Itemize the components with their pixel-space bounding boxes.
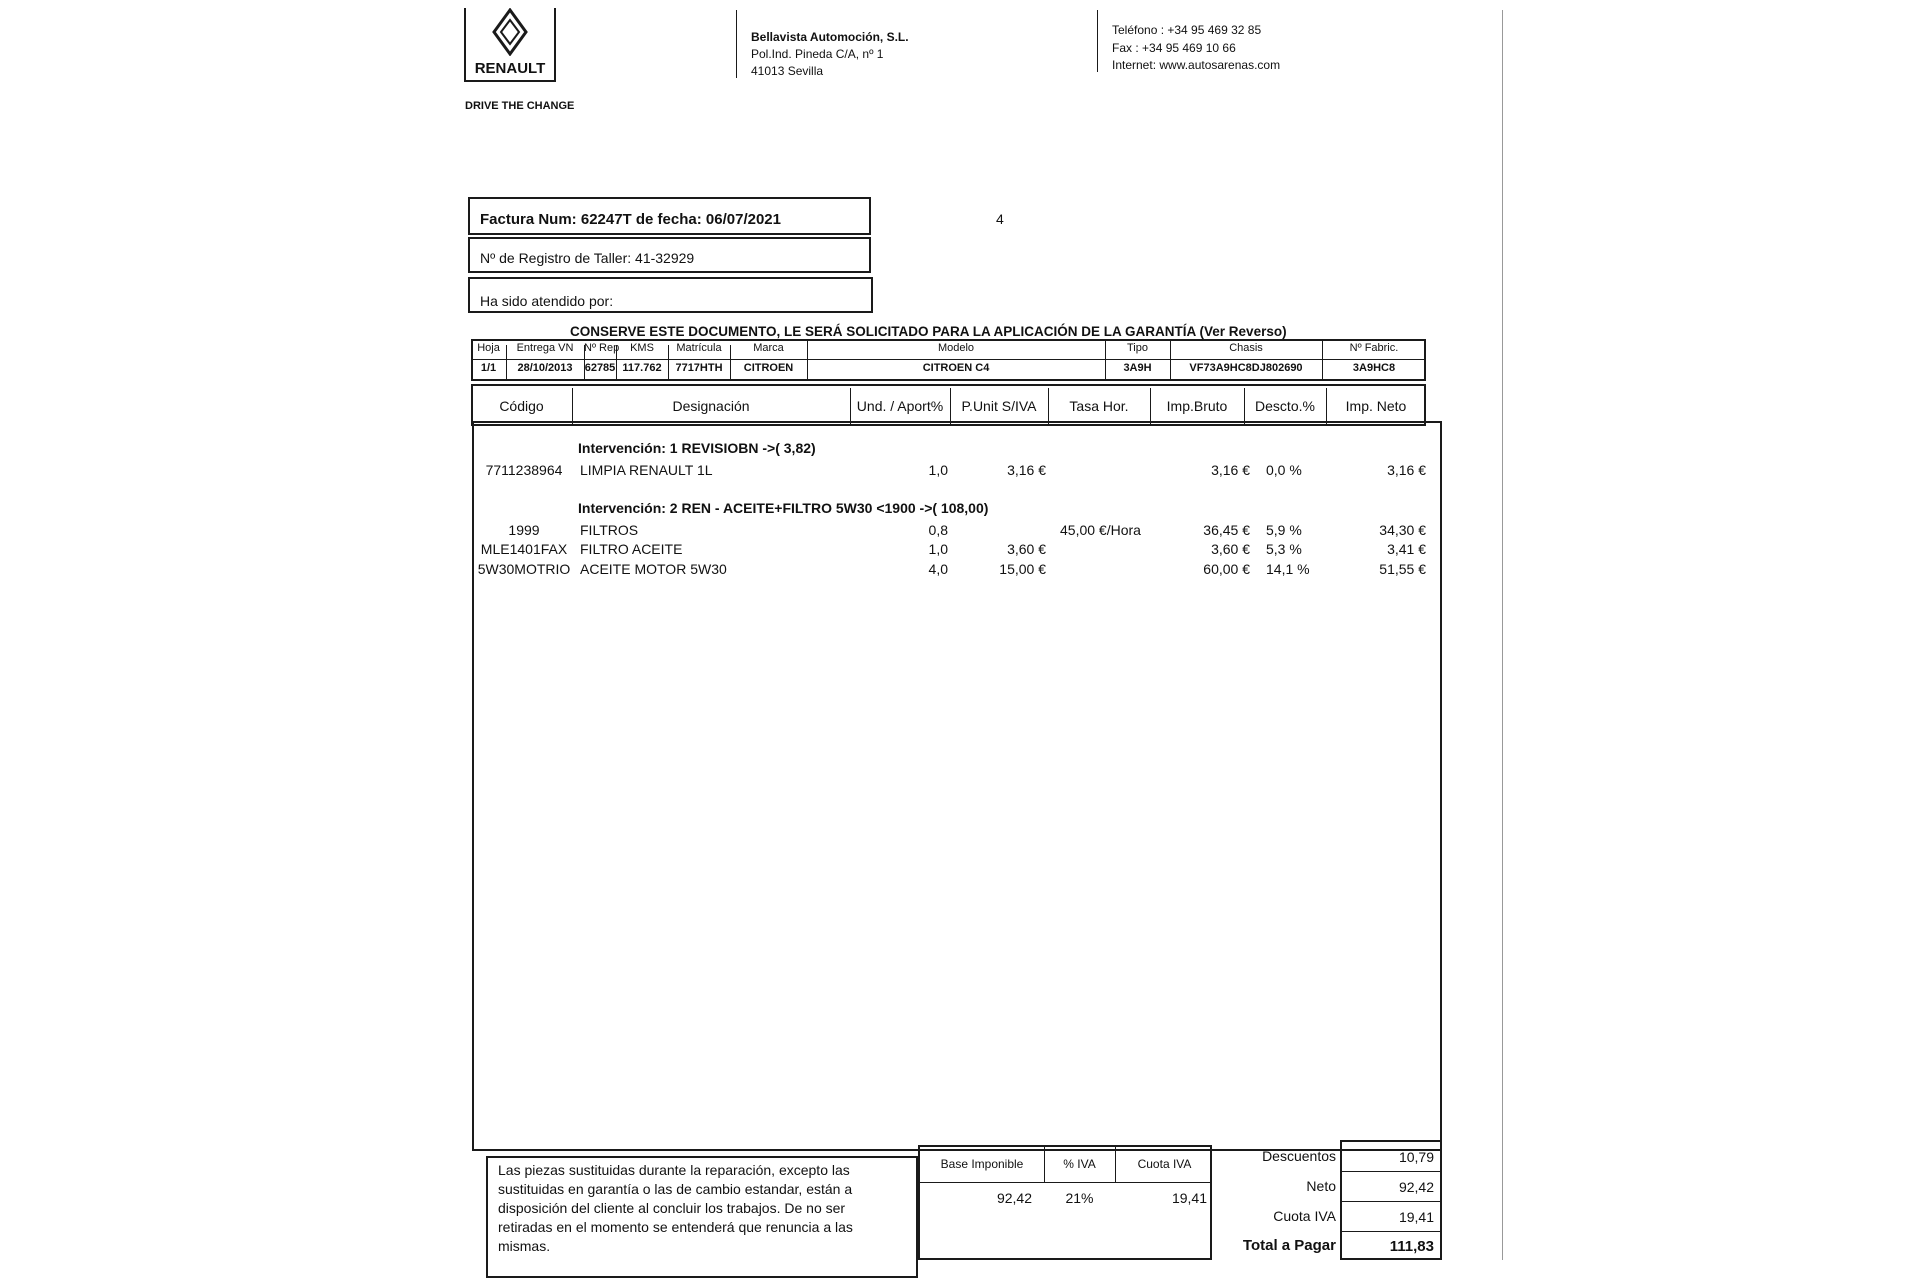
company-address-line2: 41013 Sevilla xyxy=(751,64,824,78)
table-row xyxy=(0,462,1920,480)
tax-header-base: Base Imponible xyxy=(940,1157,1024,1171)
legal-line-5: mismas. xyxy=(498,1238,551,1254)
cell-unit: 3,60 € xyxy=(1007,541,1046,557)
cell-disc: 5,3 % xyxy=(1266,541,1302,557)
vehicle-header-1: Entrega VN xyxy=(516,342,574,354)
column-header-1: Designación xyxy=(672,398,750,414)
cell-desc: FILTROS xyxy=(580,522,639,538)
cell-gross: 3,60 € xyxy=(1211,541,1250,557)
cell-qty: 0,8 xyxy=(928,522,948,538)
vehicle-value-5: CITROEN xyxy=(743,362,794,374)
cell-disc: 5,9 % xyxy=(1266,522,1302,538)
cell-gross: 36,45 € xyxy=(1203,522,1250,538)
cell-net: 3,41 € xyxy=(1387,541,1426,557)
total-label-net: Neto xyxy=(1306,1178,1336,1194)
legal-line-4: retiradas en el momento se entenderá que renuncia a las xyxy=(498,1219,853,1235)
total-value-vat: 19,41 xyxy=(1398,1209,1434,1225)
company-website: Internet: www.autosarenas.com xyxy=(1112,58,1281,72)
company-name: Bellavista Automoción, S.L. xyxy=(751,30,909,44)
invoice-title: Factura Num: 62247T de fecha: 06/07/2021 xyxy=(480,211,781,228)
vehicle-value-1: 28/10/2013 xyxy=(517,362,573,374)
vehicle-header-5: Marca xyxy=(753,342,784,354)
company-fax: Fax : +34 95 469 10 66 xyxy=(1112,41,1236,55)
company-address-line1: Pol.Ind. Pineda C/A, nº 1 xyxy=(751,47,884,61)
registry-box xyxy=(468,237,871,273)
column-header-5: Imp.Bruto xyxy=(1166,398,1228,414)
vehicle-header-4: Matrícula xyxy=(676,342,722,354)
table-row xyxy=(0,522,1920,540)
slogan: DRIVE THE CHANGE xyxy=(465,100,575,112)
vehicle-value-8: VF73A9HC8DJ802690 xyxy=(1189,362,1303,374)
vehicle-value-2: 62785 xyxy=(584,362,616,374)
legal-line-2: sustituidas en garantía o las de cambio estandar, están a xyxy=(498,1181,853,1197)
vehicle-header-3: KMS xyxy=(630,342,654,354)
intervention-title: Intervención: 2 REN - ACEITE+FILTRO 5W30 <1900 ->( 108,00) xyxy=(578,500,989,516)
tax-header-quota: Cuota IVA xyxy=(1137,1157,1192,1171)
cell-desc: LIMPIA RENAULT 1L xyxy=(580,462,713,478)
tax-value-base: 92,42 xyxy=(996,1190,1032,1206)
renault-diamond-icon xyxy=(466,8,554,56)
cell-net: 3,16 € xyxy=(1387,462,1426,478)
cell-qty: 1,0 xyxy=(928,541,948,557)
vehicle-header-7: Tipo xyxy=(1127,342,1148,354)
cell-code: MLE1401FAX xyxy=(480,541,568,557)
column-header-7: Imp. Neto xyxy=(1345,398,1407,414)
cell-unit: 3,16 € xyxy=(1007,462,1046,478)
column-header-0: Código xyxy=(499,398,544,414)
intervention-title: Intervención: 1 REVISIOBN ->( 3,82) xyxy=(578,440,816,456)
tax-value-rate: 21% xyxy=(1065,1190,1094,1206)
total-label-discounts: Descuentos xyxy=(1262,1148,1336,1164)
attended-by: Ha sido atendido por: xyxy=(480,293,614,309)
warranty-notice: CONSERVE ESTE DOCUMENTO, LE SERÁ SOLICITADO PARA LA APLICACIÓN DE LA GARANTÍA (Ver Reverso) xyxy=(570,324,1287,339)
vehicle-value-4: 7717HTH xyxy=(675,362,723,374)
cell-code: 1999 xyxy=(508,522,540,538)
cell-unit: 15,00 € xyxy=(999,561,1046,577)
legal-line-3: disposición del cliente al concluir los trabajos. De no ser xyxy=(498,1200,846,1216)
cell-net: 51,55 € xyxy=(1379,561,1426,577)
vehicle-value-9: 3A9HC8 xyxy=(1352,362,1396,374)
cell-disc: 0,0 % xyxy=(1266,462,1302,478)
vehicle-header-6: Modelo xyxy=(937,342,975,354)
cell-gross: 60,00 € xyxy=(1203,561,1250,577)
cell-disc: 14,1 % xyxy=(1266,561,1310,577)
cell-net: 34,30 € xyxy=(1379,522,1426,538)
tax-value-quota: 19,41 xyxy=(1171,1190,1207,1206)
totals-block xyxy=(1212,1140,1442,1260)
table-row xyxy=(0,541,1920,559)
renault-logo xyxy=(464,8,556,82)
cell-desc: ACEITE MOTOR 5W30 xyxy=(580,561,727,577)
vehicle-header-0: Hoja xyxy=(477,342,500,354)
cell-rate: 45,00 €/Hora xyxy=(1060,522,1141,538)
cell-gross: 3,16 € xyxy=(1211,462,1250,478)
total-label-grand: Total a Pagar xyxy=(1242,1237,1336,1254)
vehicle-header-2: Nº Rep xyxy=(584,342,620,354)
cell-qty: 4,0 xyxy=(928,561,948,577)
cell-code: 5W30MOTRIO xyxy=(477,561,571,577)
table-row xyxy=(0,561,1920,579)
copy-number: 4 xyxy=(996,211,1004,227)
column-header-6: Descto.% xyxy=(1255,398,1315,414)
company-phone: Teléfono : +34 95 469 32 85 xyxy=(1112,23,1262,37)
cell-desc: FILTRO ACEITE xyxy=(580,541,683,557)
vehicle-header-9: Nº Fabric. xyxy=(1349,342,1399,354)
total-label-vat: Cuota IVA xyxy=(1273,1208,1336,1224)
vehicle-value-7: 3A9H xyxy=(1123,362,1152,374)
vehicle-value-0: 1/1 xyxy=(480,362,497,374)
column-header-4: Tasa Hor. xyxy=(1069,398,1129,414)
vehicle-value-6: CITROEN C4 xyxy=(922,362,990,374)
tax-header-rate: % IVA xyxy=(1063,1157,1096,1171)
total-value-discounts: 10,79 xyxy=(1398,1149,1434,1165)
cell-code: 7711238964 xyxy=(485,462,563,478)
registry-number: Nº de Registro de Taller: 41-32929 xyxy=(480,250,695,266)
brand-name: RENAULT xyxy=(474,60,546,77)
column-header-3: P.Unit S/IVA xyxy=(961,398,1037,414)
column-header-2: Und. / Aport% xyxy=(856,398,944,414)
cell-qty: 1,0 xyxy=(928,462,948,478)
tax-table xyxy=(918,1145,1212,1260)
vehicle-header-8: Chasis xyxy=(1229,342,1263,354)
legal-line-1: Las piezas sustituidas durante la reparación, excepto las xyxy=(498,1162,850,1178)
invoice-title-box xyxy=(468,197,871,235)
attended-box xyxy=(468,277,873,313)
total-value-grand: 111,83 xyxy=(1389,1238,1434,1255)
vehicle-value-3: 117.762 xyxy=(622,362,662,374)
total-value-net: 92,42 xyxy=(1398,1179,1434,1195)
